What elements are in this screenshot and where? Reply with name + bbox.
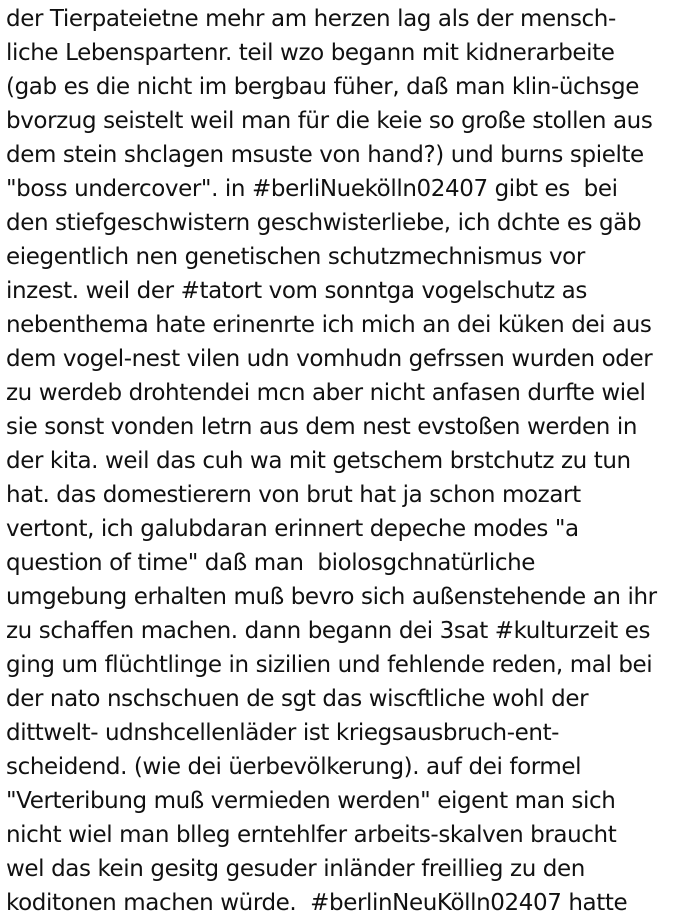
text-line: liche Lebenspartenr. teil wzo begann mit kidnerarbeite <box>6 40 615 66</box>
text-line: dittwelt- udnshcellenläder ist kriegsausbruch-ent- <box>6 720 560 746</box>
text-line: der Tierpateietne mehr am herzen lag als der mensch- <box>6 6 616 32</box>
text-line: sie sonst vonden letrn aus dem nest evstoßen werden in <box>6 414 638 440</box>
text-line: nebenthema hate erinenrte ich mich an dei küken dei aus <box>6 312 652 338</box>
text-line: dem vogel-nest vilen udn vomhudn gefrssen wurden oder <box>6 346 653 372</box>
text-line: den stiefgeschwistern geschwisterliebe, ich dchte es gäb <box>6 210 642 236</box>
text-line: wel das kein gesitg gesuder inländer freillieg zu den <box>6 856 585 882</box>
text-line: (gab es die nicht im bergbau füher, daß man klin-üchsge <box>6 74 639 100</box>
text-line: "Verteribung muß vermieden werden" eigent man sich <box>6 788 616 814</box>
text-line: nicht wiel man blleg erntehlfer arbeits-skalven braucht <box>6 822 617 848</box>
text-line: umgebung erhalten muß bevro sich außenstehende an ihr <box>6 584 657 610</box>
text-line: ging um flüchtlinge in sizilien und fehlende reden, mal bei <box>6 652 653 678</box>
text-line: dem stein shclagen msuste von hand?) und burns spielte <box>6 142 644 168</box>
text-line: vertont, ich galubdaran erinnert depeche modes "a <box>6 516 579 542</box>
text-line: bvorzug seistelt weil man für die keie so große stollen aus <box>6 108 653 134</box>
text-line: zu schaffen machen. dann begann dei 3sat #kulturzeit es <box>6 618 651 644</box>
text-line: scheidend. (wie dei üerbevölkerung). auf dei formel <box>6 754 582 780</box>
text-line: question of time" daß man biolosgchnatürliche <box>6 550 536 576</box>
text-line: eiegentlich nen genetischen schutzmechnismus vor <box>6 244 585 270</box>
text-line: inzest. weil der #tatort vom sonntga vogelschutz as <box>6 278 587 304</box>
text-line: hat. das domestierern von brut hat ja schon mozart <box>6 482 581 508</box>
text-line: der kita. weil das cuh wa mit getschem brstchutz zu tun <box>6 448 631 474</box>
text-line: koditonen machen würde. #berlinNeuKölln02407 hatte <box>6 890 628 916</box>
text-line: "boss undercover". in #berliNuekölln02407 gibt es bei <box>6 176 618 202</box>
body-text <box>6 2 682 920</box>
text-line: der nato nschschuen de sgt das wiscftliche wohl der <box>6 686 589 712</box>
text-line: zu werdeb drohtendei mcn aber nicht anfasen durfte wiel <box>6 380 646 406</box>
